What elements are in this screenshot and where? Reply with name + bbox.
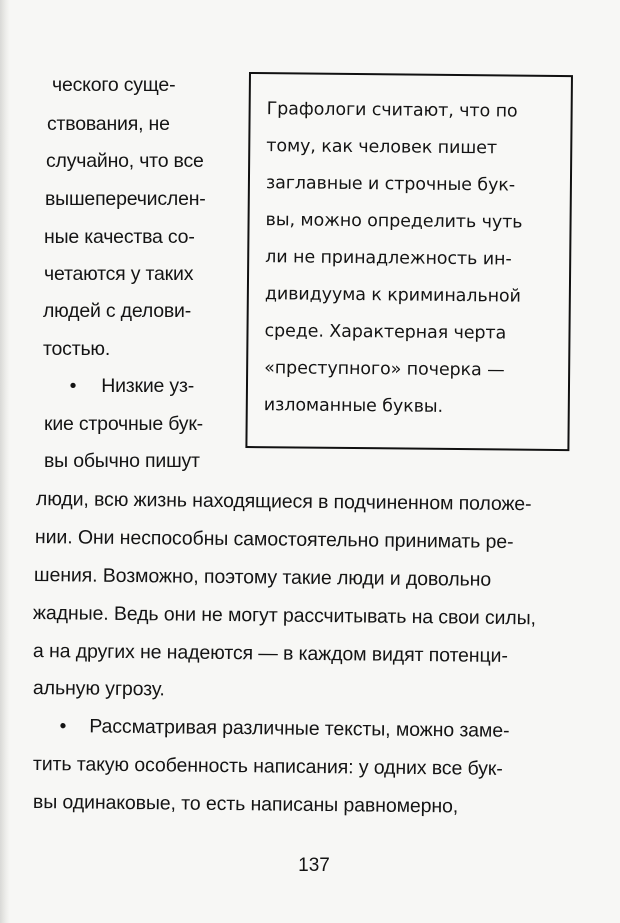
body-line: нии. Они неспособны самостоятельно принимать ре-: [34, 526, 514, 554]
page-number: 137: [298, 855, 330, 876]
page-edge-shadow: [0, 0, 10, 923]
sidebar-line: вы, можно определить чуть: [265, 210, 523, 233]
sidebar-line: дивидуума к криминальной: [264, 284, 521, 307]
body-line: тить такую особенность написания: у одних все бук-: [32, 753, 503, 780]
body-line: жадные. Ведь они не могут рассчитывать на свои силы,: [32, 602, 536, 630]
body-line: люди, всю жизнь находящиеся в подчиненном положе-: [35, 488, 532, 516]
left-column-line: людей с делови-: [43, 300, 192, 322]
left-column-line: случайно, что все: [46, 150, 204, 172]
sidebar-line: ли не принадлежность ин-: [265, 247, 512, 270]
bullet-icon: •: [69, 375, 77, 397]
sidebar-line: Графологи считают, что по: [266, 99, 518, 122]
body-line: а на других не надеются — в каждом видят потенци-: [32, 640, 508, 667]
left-column-line: четаются у таких: [44, 263, 194, 285]
sidebar-line: тому, как человек пишет: [266, 136, 498, 159]
bullet-item-start: [58, 374, 194, 398]
bullet-icon: •: [59, 715, 67, 738]
body-line: Рассматривая различные тексты, можно заме-: [89, 715, 510, 742]
sidebar-line: изломанные буквы.: [263, 395, 444, 417]
sidebar-line: среде. Характерная черта: [264, 321, 507, 344]
left-column-line: Низкие уз-: [101, 375, 195, 397]
body-line: шения. Возможно, поэтому такие люди и довольно: [33, 564, 492, 591]
left-column-line: ные качества со-: [44, 226, 195, 248]
left-column-line: тостью.: [43, 338, 111, 360]
left-column-line: ствования, не: [47, 113, 170, 135]
left-column-line: ческого суще-: [52, 74, 176, 96]
left-column-line: вышеперечислен-: [45, 188, 206, 210]
left-column-line: вы обычно пишут: [44, 450, 200, 472]
bullet-item-start: [48, 714, 510, 743]
body-line: вы одинаковые, то есть написаны равномерно,: [32, 791, 459, 818]
sidebar-line: заглавные и строчные бук-: [265, 173, 516, 196]
sidebar-box: [245, 72, 573, 451]
left-column-line: кие строчные бук-: [44, 413, 203, 435]
sidebar-line: «преступного» почерка —: [264, 358, 505, 381]
body-line: альную угрозу.: [32, 677, 165, 701]
